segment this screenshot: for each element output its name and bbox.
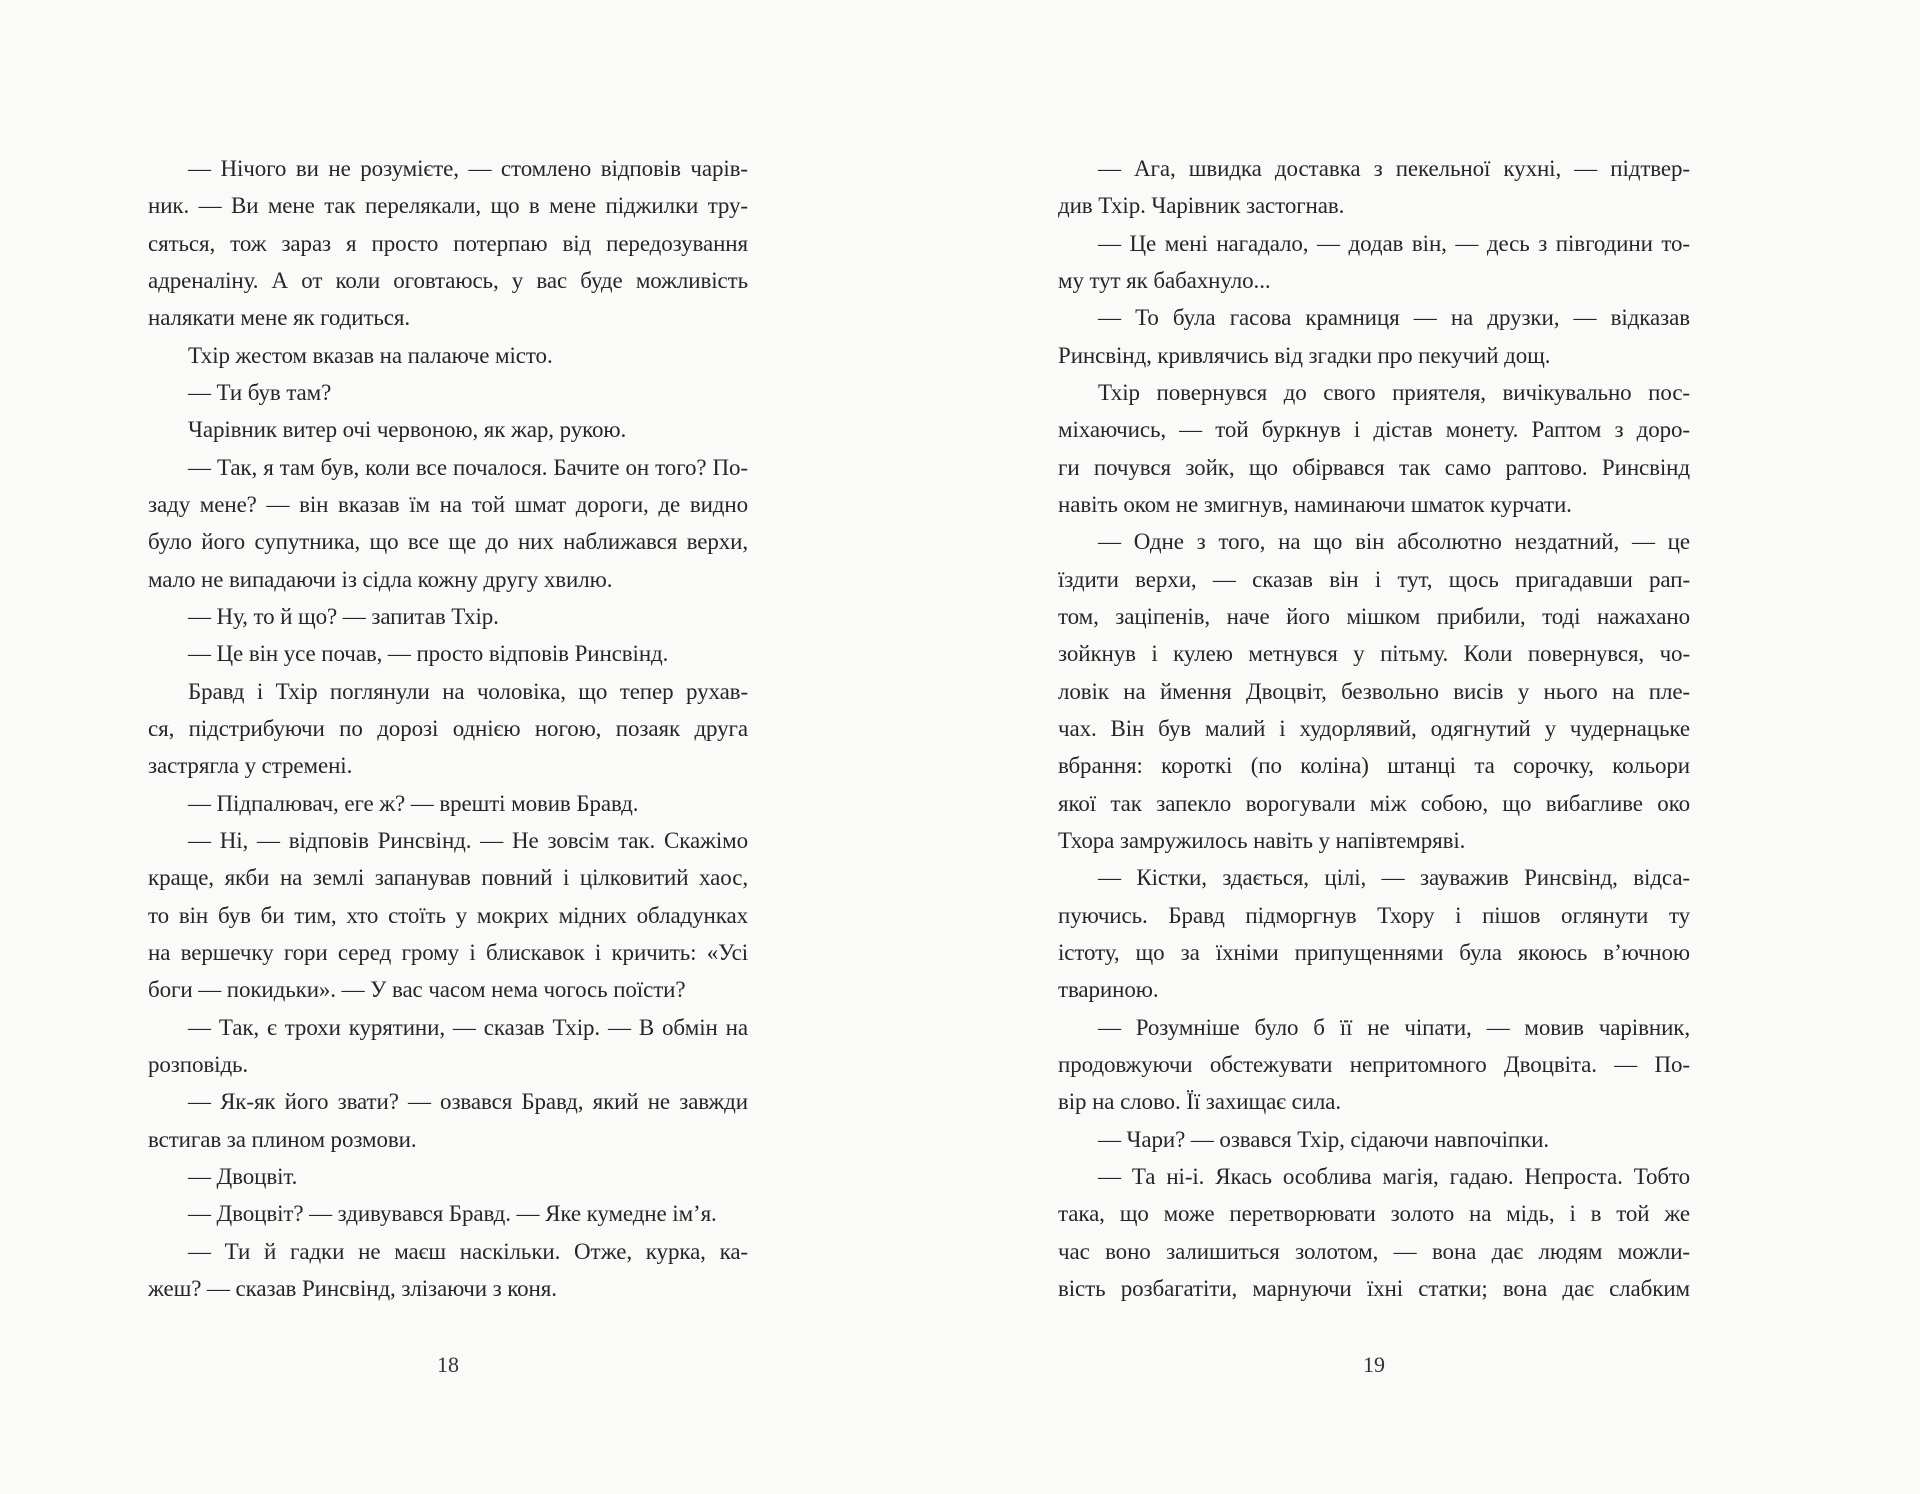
text-line: вість розбагатіти, марнуючи їхні статки; вона дає слабким <box>1058 1275 1690 1301</box>
text-line: адреналіну. А от коли оговтаюсь, у вас буде можливість <box>148 267 748 293</box>
text-line: — То була гасова крамниця — на друзки, — відказав <box>1098 305 1690 331</box>
text-line: — Ти був там? <box>188 379 332 405</box>
text-line: ловік на ймення Двоцвіт, безвольно висів у нього на пле- <box>1058 678 1690 704</box>
text-line: том, заціпенів, наче його мішком прибили, тоді нажахано <box>1058 603 1690 629</box>
text-line: жеш? — сказав Ринсвінд, злізаючи з коня. <box>148 1275 557 1301</box>
text-line: краще, якби на землі запанував повний і цілковитий хаос, <box>148 865 748 891</box>
text-line: міхаючись, — той буркнув і дістав монету. Раптом з доро- <box>1058 417 1690 443</box>
text-line: Тхір жестом вказав на палаюче місто. <box>188 342 553 368</box>
text-line: — Ти й гадки не маєш наскільки. Отже, курка, ка- <box>188 1238 748 1264</box>
text-line: — Чари? — озвався Тхір, сідаючи навпочіпки. <box>1098 1126 1550 1152</box>
text-line: — Двоцвіт. <box>188 1163 298 1189</box>
text-line: — Одне з того, на що він абсолютно нездатний, — це <box>1098 529 1690 555</box>
text-line: — Ні, — відповів Ринсвінд. — Не зовсім так. Скажімо <box>188 827 748 853</box>
text-line: сяться, тож зараз я просто потерпаю від передозування <box>148 230 748 256</box>
text-line: вбрання: короткі (по коліна) штанці та сорочку, кольори <box>1058 753 1690 779</box>
text-line: ник. — Ви мене так перелякали, що в мене піджилки тру- <box>148 193 748 219</box>
text-line: налякати мене як годиться. <box>148 305 411 331</box>
text-line: ся, підстрибуючи по дорозі однією ногою, позаяк друга <box>148 715 748 741</box>
text-line: — Як-як його звати? — озвався Бравд, який не завжди <box>188 1089 748 1115</box>
text-line: — Нічого ви не розумієте, — стомлено відповів чарів- <box>188 156 748 181</box>
right-page-text <box>1058 150 1690 1307</box>
text-line: — Так, є трохи курятини, — сказав Тхір. — В обмін на <box>188 1014 748 1040</box>
text-line: встигав за плином розмови. <box>148 1126 417 1152</box>
text-line: істоту, що за їхніми припущеннями була якоюсь в’ючною <box>1058 939 1690 965</box>
text-line: — Це мені нагадало, — додав він, — десь з півгодини то- <box>1098 230 1690 256</box>
text-line: — Та ні-і. Якась особлива магія, гадаю. Непроста. Тобто <box>1098 1163 1690 1189</box>
text-line: було його супутника, що все ще до них наближався верхи, <box>148 529 748 555</box>
book-page-right <box>1058 150 1690 1494</box>
right-page-number: 19 <box>1363 1352 1385 1377</box>
text-line: їздити верхи, — сказав він і тут, щось пригадавши рап- <box>1058 566 1690 592</box>
text-line: Тхір повернувся до свого приятеля, вичікувально пос- <box>1098 379 1690 405</box>
text-line: час воно залишиться золотом, — вона дає людям можли- <box>1058 1238 1690 1264</box>
left-page-number: 18 <box>437 1352 459 1377</box>
text-line: продовжуючи обстежувати непритомного Двоцвіта. — По- <box>1058 1051 1690 1077</box>
text-line: Тхора замружилось навіть у напівтемряві. <box>1058 827 1466 853</box>
text-line: твариною. <box>1058 977 1159 1003</box>
text-line: — Ага, швидка доставка з пекельної кухні, — підтвер- <box>1098 156 1690 181</box>
text-line: чах. Він був малий і худорлявий, одягнутий у чудернацьке <box>1058 715 1690 741</box>
text-line: — Підпалювач, еге ж? — врешті мовив Бравд. <box>188 790 639 816</box>
text-line: — Це він усе почав, — просто відповів Ринсвінд. <box>188 641 669 667</box>
text-line: — Так, я там був, коли все почалося. Бачите он того? По- <box>188 454 748 480</box>
text-line: застрягла у стремені. <box>148 753 353 779</box>
text-line: така, що може перетворювати золото на мідь, і в той же <box>1058 1201 1690 1227</box>
text-line: Ринсвінд, кривлячись від згадки про пекучий дощ. <box>1058 342 1551 368</box>
text-line: заду мене? — він вказав їм на той шмат дороги, де видно <box>148 491 748 517</box>
text-line: Бравд і Тхір поглянули на чоловіка, що тепер рухав- <box>188 678 748 704</box>
text-line: на вершечку гори серед грому і блискавок і кричить: «Усі <box>148 939 748 965</box>
text-line: мало не випадаючи із сідла кожну другу хвилю. <box>148 566 613 592</box>
text-line: — Двоцвіт? — здивувався Бравд. — Яке кумедне ім’я. <box>188 1201 717 1227</box>
text-line: навіть оком не змигнув, наминаючи шматок курчати. <box>1058 491 1572 517</box>
left-page-text <box>148 150 748 1307</box>
text-line: вір на слово. Її захищає сила. <box>1058 1089 1342 1115</box>
text-line: якої так запекло ворогували між собою, що вибагливе око <box>1058 790 1690 816</box>
text-line: пуючись. Бравд підморгнув Тхору і пішов оглянути ту <box>1058 902 1690 928</box>
text-line: му тут як бабахнуло... <box>1058 267 1271 293</box>
book-page-left <box>148 150 748 1494</box>
text-line: ги почувся зойк, що обірвався так само раптово. Ринсвінд <box>1058 454 1690 480</box>
text-line: розповідь. <box>148 1051 249 1077</box>
text-line: — Ну, то й що? — запитав Тхір. <box>188 603 499 629</box>
text-line: див Тхір. Чарівник застогнав. <box>1058 193 1345 219</box>
text-line: боги — покидьки». — У вас часом нема чогось поїсти? <box>148 977 686 1003</box>
text-line: — Кістки, здається, цілі, — зауважив Ринсвінд, відса- <box>1098 865 1690 891</box>
text-line: зойкнув і кулею метнувся у пітьму. Коли повернувся, чо- <box>1058 641 1690 667</box>
text-line: то він був би тим, хто стоїть у мокрих мідних обладунках <box>148 902 748 928</box>
text-line: Чарівник витер очі червоною, як жар, рукою. <box>188 417 627 443</box>
text-line: — Розумніше було б її не чіпати, — мовив чарівник, <box>1098 1014 1690 1040</box>
